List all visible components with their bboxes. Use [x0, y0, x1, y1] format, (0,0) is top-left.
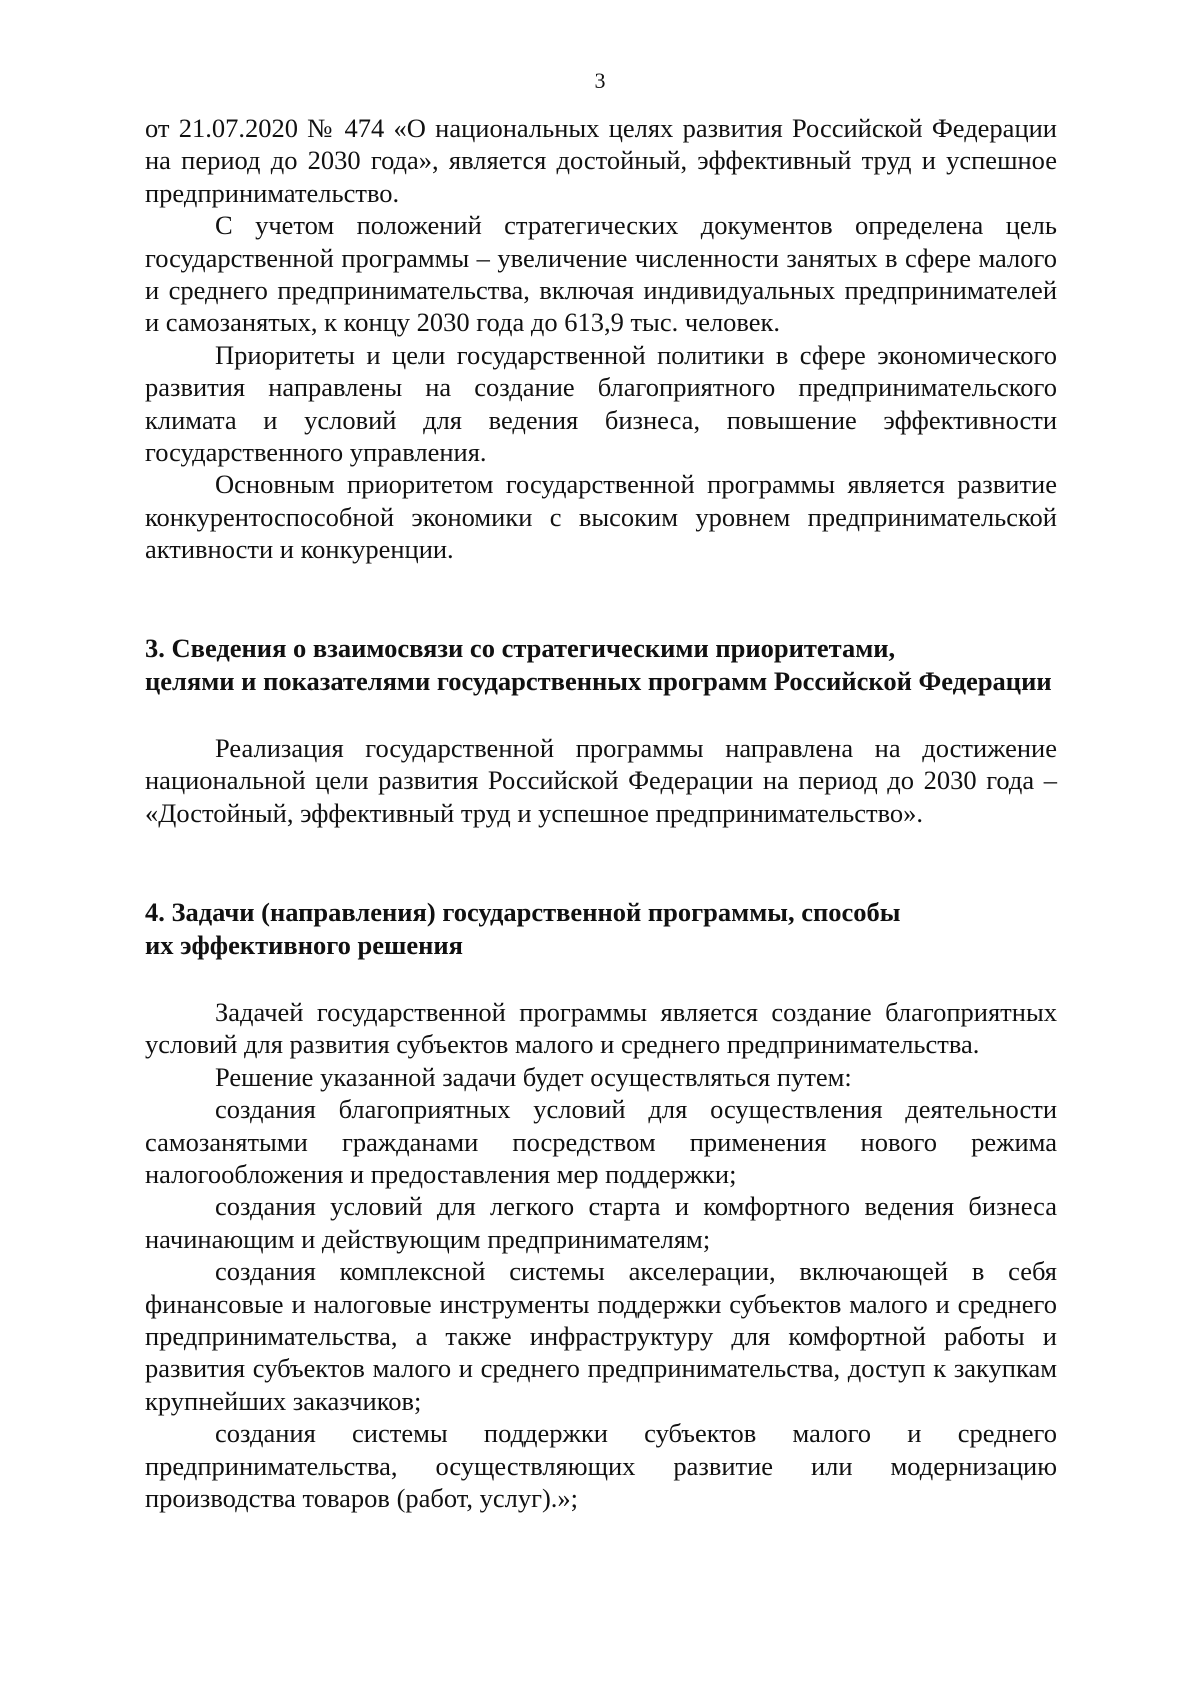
paragraph-continuation: от 21.07.2020 № 474 «О национальных целях развития Российской Федерации на период до 2030 года», является достойный, эффективный труд и успешное предпринимательство. [145, 113, 1057, 208]
section-4-heading [145, 896, 1057, 962]
section-4-heading-line2: их эффективного решения [145, 929, 464, 960]
section-4-list-item: создания условий для легкого старта и комфортного ведения бизнеса начинающим и действующим предпринимателям; [145, 1191, 1057, 1254]
section-4-list-item: создания благоприятных условий для осуществления деятельности самозанятыми гражданами посредством применения нового режима налогообложения и предоставления мер поддержки; [145, 1094, 1057, 1189]
section-3-paragraph: Реализация государственной программы направлена на достижение национальной цели развития Российской Федерации на период до 2030 года – «Достойный, эффективный труд и успешное предпринимательство». [145, 732, 1057, 828]
page-number: 3 [594, 68, 606, 93]
section-4-list-item: создания системы поддержки субъектов малого и среднего предпринимательства, осуществляющих развитие или модернизацию производства товаров (работ, услуг).»; [145, 1418, 1057, 1513]
section-4-solution-intro: Решение указанной задачи будет осуществляться путем: [215, 1061, 852, 1092]
paragraph-program-goal: С учетом положений стратегических документов определена цель государственной программы – увеличение численности занятых в сфере малого и среднего предпринимательства, включая индивидуальных предпринимателей и самозанятых, к концу 2030 года до 613,9 тыс. человек. [145, 210, 1057, 338]
paragraph-main-priority: Основным приоритетом государственной программы является развитие конкурентоспособной экономики с высоким уровнем предпринимательской активности и конкуренции. [145, 469, 1057, 565]
section-4-task-paragraph: Задачей государственной программы является создание благоприятных условий для развития субъектов малого и среднего предпринимательства. [145, 996, 1057, 1060]
document-body [145, 112, 1057, 1514]
section-3-heading [145, 632, 1057, 698]
section-3-heading-line2: целями и показателями государственных программ Российской Федерации [145, 665, 1052, 696]
section-4-list-item: создания комплексной системы акселерации, включающей в себя финансовые и налоговые инструменты поддержки субъектов малого и среднего предпринимательства, а также инфраструктуру для комфортной работы и развития субъектов малого и среднего предпринимательства, доступ к закупкам крупнейших заказчиков; [145, 1256, 1057, 1416]
paragraph-policy-priorities: Приоритеты и цели государственной политики в сфере экономического развития направлены на создание благоприятного предпринимательского климата и условий для ведения бизнеса, повышение эффективности государственного управления. [145, 339, 1057, 468]
section-4-heading-line1: 4. Задачи (направления) государственной программы, способы [145, 896, 901, 927]
section-3-heading-line1: 3. Сведения о взаимосвязи со стратегическими приоритетами, [145, 632, 896, 663]
